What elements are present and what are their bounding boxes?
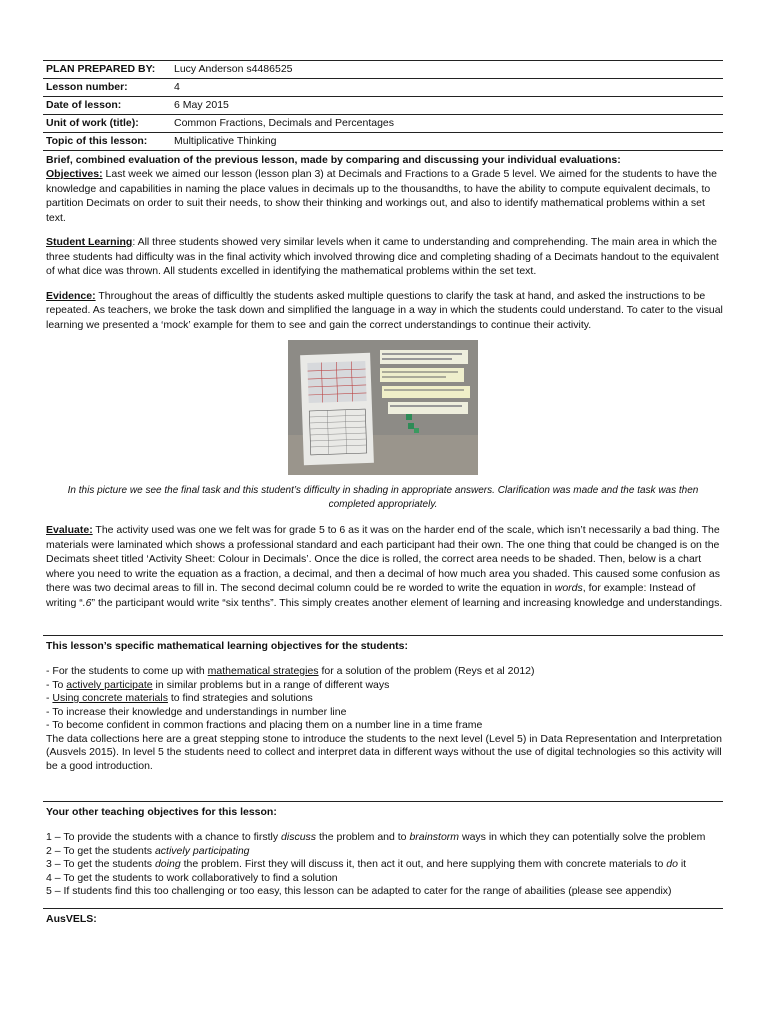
- math-objective-text: for a solution of the problem (Reys et al 2012): [318, 665, 535, 677]
- date-label: Date of lesson:: [46, 99, 122, 111]
- teaching-objectives-list: [43, 831, 723, 899]
- math-objective-item: [43, 679, 723, 693]
- evaluate-word: words: [554, 582, 583, 594]
- math-objective-underlined: mathematical strategies: [207, 665, 319, 677]
- objectives-text: Last week we aimed our lesson (lesson plan 3) at Decimals and Fractions to a Grade 5 level. We aimed for the students to have the knowledge and capabilities in naming the place values in decimals up to the thousandths, to have the ability to compute equivalent decimals, to partition Decimats on order to suit their needs, to show their thinking and workings out, and also to identify mathematical problems within a set text.: [46, 168, 717, 224]
- math-objective-underlined: Using concrete materials: [52, 692, 168, 704]
- math-objective-underlined: actively participate: [66, 678, 153, 691]
- math-objective-item: [43, 692, 723, 706]
- evaluation-title: Brief, combined evaluation of the previous lesson, made by comparing and discussing your individual evaluations:: [46, 154, 621, 166]
- evidence-text: Throughout the areas of difficultly the students asked multiple questions to clarify the task at hand, and asked the instructions to be repeated. As teachers, we broke the task down and simplified the language in a way in which the students could understand. To cater to the visual learning we presented a ‘mock’ example for them to see and gain the correct understandings to continue their activity.: [46, 289, 723, 331]
- evaluate-six: .6: [82, 596, 92, 609]
- teaching-objective-text: ways in which they can potentially solve the problem: [459, 831, 706, 843]
- evaluate-label: Evaluate:: [46, 524, 93, 536]
- ausvels-title: AusVELS:: [46, 912, 97, 925]
- teaching-objective-italic: discuss: [281, 831, 317, 843]
- teaching-objective-text: 2 – To get the students: [46, 844, 155, 857]
- teaching-objective-text: 3 – To get the students: [46, 858, 155, 870]
- evaluation-section: [43, 153, 723, 610]
- student-learning-paragraph: [43, 235, 723, 279]
- teaching-objective-text: the problem. First they will discuss it, then act it out, and here supplying them with concrete materials to: [180, 858, 667, 870]
- evaluate-text-1: The activity used was one we felt was for grade 5 to 6 as it was on the harder end of the scale, which isn’t necessarily a bad thing. The materials were laminated which shows a professional standard and each participant had their own. The one thing that could be changed is on the Decimats sheet titled ‘Activity Sheet: Colour in Decimals’. Once the dice is rolled, the correct area needs to be shaded. Then, below is a chart where you need to write the equation as a fraction, a decimal, and then a decimal of how much area you shaded. This caused some confusion as there was two decimal areas to fill in. The second decimal column could be re worded to write the equation in: [46, 524, 720, 594]
- teaching-objective-text: it: [677, 858, 687, 870]
- objectives-paragraph: [43, 167, 723, 225]
- topic-value: Multiplicative Thinking: [174, 135, 277, 147]
- lesson-number-label: Lesson number:: [46, 81, 128, 93]
- unit-label: Unit of work (title):: [46, 117, 139, 129]
- evidence-label: Evidence:: [46, 289, 96, 302]
- math-objective-item: [43, 665, 723, 679]
- evaluate-text-2: , for example: Instead of writing “: [46, 582, 696, 609]
- teaching-objective-item: [43, 845, 723, 859]
- lesson-plan-page: [43, 60, 723, 926]
- student-learning-label: Student Learning: [46, 236, 133, 248]
- student-learning-text: : All three students showed very similar levels when it came to understanding and comprehending. The main area in which the three students had difficulty was in the final activity which involved throwing dice and completing shading of a Decimats handout to the equivalent of what dice was thrown. All students excelled in identifying the mathematical problems within the set text.: [46, 236, 719, 277]
- evidence-paragraph: [43, 289, 723, 333]
- evaluate-paragraph: [43, 523, 723, 610]
- header-table: [43, 60, 723, 151]
- teaching-objective-italic: actively participating: [154, 844, 250, 857]
- lesson-number-row: [43, 78, 723, 96]
- activity-photo: [288, 340, 478, 475]
- prepared-by-value: Lucy Anderson s4486525: [174, 63, 293, 75]
- evaluate-text-3: ” the participant would write “six tenths”. This simply creates another element of learning and increasing knowledge and understandings.: [91, 596, 723, 609]
- teaching-objectives-title: Your other teaching objectives for this lesson:: [46, 806, 277, 818]
- teaching-objectives-section: [43, 802, 723, 899]
- photo-caption: In this picture we see the final task and this student’s difficulty in shading in appropriate answers. Clarification was made and the task was then completed appropriately.: [67, 485, 699, 510]
- math-objective-text: - For the students to come up with: [46, 665, 208, 677]
- topic-label: Topic of this lesson:: [46, 135, 148, 147]
- teaching-objective-text: 1 – To provide the students with a chance to firstly: [46, 831, 282, 843]
- teaching-objective-item: 4 – To get the students to work collaboratively to find a solution: [46, 871, 338, 884]
- prepared-by-label: PLAN PREPARED BY:: [46, 63, 156, 75]
- prepared-by-row: [43, 60, 723, 78]
- math-objective-text: to find strategies and solutions: [167, 692, 313, 704]
- math-objective-text: in similar problems but in a range of different ways: [152, 678, 390, 691]
- activity-photo-image: [288, 340, 478, 475]
- math-objectives-section: [43, 636, 723, 773]
- lesson-number-value: 4: [174, 81, 180, 93]
- teaching-objective-item: [43, 858, 723, 872]
- teaching-objective-italic: do: [666, 858, 678, 870]
- math-objectives-title: This lesson’s specific mathematical learning objectives for the students:: [46, 640, 408, 652]
- math-objective-item: - To increase their knowledge and understandings in number line: [46, 705, 347, 718]
- teaching-objective-italic: doing: [154, 858, 181, 870]
- teaching-objective-italic: brainstorm: [409, 831, 460, 843]
- math-objectives-list: [43, 665, 723, 773]
- unit-row: [43, 114, 723, 132]
- data-collection-paragraph: The data collections here are a great stepping stone to introduce the students to the next level (Level 5) in Data Representation and Interpretation (Ausvels 2015). In level 5 the students need to collect and interpret data in different ways without the use of digital technologies so this activity will be a good introduction.: [46, 732, 722, 772]
- date-row: [43, 96, 723, 114]
- date-value: 6 May 2015: [174, 99, 229, 111]
- math-objective-item: - To become confident in common fractions and placing them on a number line in a time frame: [46, 719, 483, 731]
- objectives-label: Objectives:: [46, 168, 103, 180]
- teaching-objective-item: [43, 831, 723, 845]
- teaching-objective-item: 5 – If students find this too challenging or too easy, this lesson can be adapted to cater for the range of abailities (please see appendix): [46, 885, 672, 897]
- math-objective-text: - To: [46, 678, 67, 691]
- math-objective-text: -: [46, 692, 53, 704]
- teaching-objective-text: the problem and to: [316, 831, 410, 843]
- topic-row: [43, 132, 723, 151]
- unit-value: Common Fractions, Decimals and Percentages: [174, 117, 395, 129]
